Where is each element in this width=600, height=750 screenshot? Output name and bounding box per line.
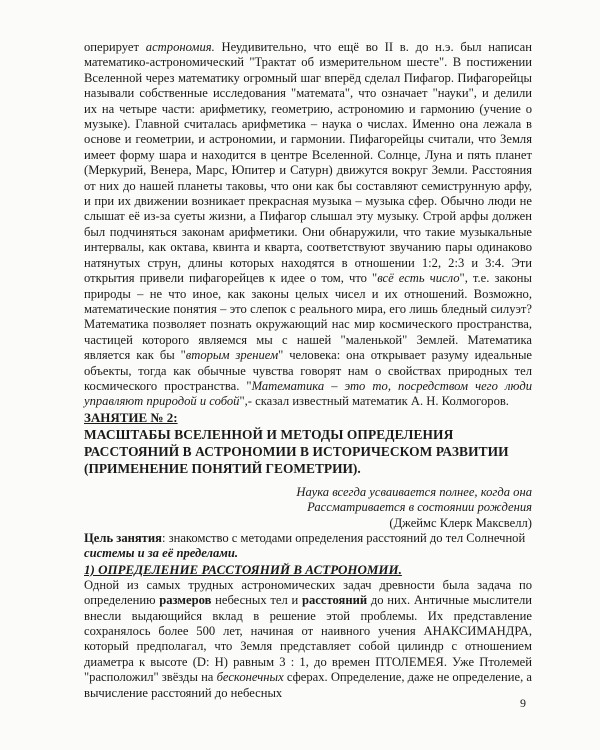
para2-italic-1: бесконечных <box>216 670 284 685</box>
intro-text-2: Неудивительно, что ещё во II в. до н.э. был написан математико-астрономический "Трактат об измерительном шесте". В постижении Вселенной через математику огромный шаг вперёд сделал Пифагор. Пифагорейцы называли собственные исследования "математа", что означает "науки", и делили их на четыре части: арифметику, геометрию, астрономию и гармонию (учение о музыке). Главной считалась арифметика – наука о числах. Именно она лежала в основе и геометрии, и астрономии, и гармонии. Пифагорейцы считали, что Земля имеет форму шара и находится в центре Вселенной. Солнце, Луна и пять планет (Меркурий, Венера, Марс, Юпитер и Сатурн) движутся вокруг Земли. Расстояния от них до нашей планеты таковы, что они как бы составляют семиструнную арфу, и при их движении возникает прекрасная музыка – музыка сфер. Обычно люди не слышат её из-за суеты жизни, а Пифагор слышал эту музыку. Строй арфы должен был подчиняться законам арифметики. Они обнаружили, что такие музыкальные интервалы, как октава, квинта и кварта, соответствуют звучанию пары одинаково натянутых струн, длины которых находятся в отношении 1:2, 2:3 и 3:4. Эти открытия привели пифагорейцев к идее о том, что " <box>84 40 533 286</box>
goal-paragraph <box>84 531 532 562</box>
epigraph-author: (Джеймс Клерк Максвелл) <box>389 515 532 530</box>
para2-text-1: Одной из самых трудных астрономических задач древности была задача по определению <box>84 577 532 608</box>
goal-text: : знакомство с методами определения расстояний до тел Солнечной <box>161 530 526 545</box>
para2-bold-1: размеров <box>159 593 212 608</box>
intro-italic-1: астрономия. <box>145 40 215 54</box>
section-1-paragraph <box>84 578 532 701</box>
lesson-subheading: (ПРИМЕНЕНИЕ ПОНЯТИЙ ГЕОМЕТРИИ). <box>84 460 361 476</box>
goal-label: Цель занятия <box>84 530 162 545</box>
intro-paragraph <box>84 40 532 410</box>
section-1-title: 1) ОПРЕДЕЛЕНИЕ РАССТОЯНИЙ В АСТРОНОМИИ. <box>84 561 402 577</box>
intro-italic-4: Математика – это то, посредством чего люди управляют природой и собой <box>84 378 532 409</box>
intro-text-4: " человека: она открывает разуму идеальные объекты, тогда как обычные чувства говорят нам о свойствах природных тел космического пространства. " <box>84 348 533 393</box>
intro-text-5: ",- сказал известный математик А. Н. Колмогоров. <box>239 394 509 409</box>
para2-text-3: до них. Античные мыслители внесли выдающийся вклад в решение этой проблемы. Их представление сохранялось более 500 лет, начиная от наивного учения АНАКСИМАНДРА, который предполагал, что Земля представляет собой цилиндр с отношением диаметра к высоте (D: H) равным 3 : 1, до времен ПТОЛЕМЕЯ. Уже Птолемей "расположил" звёзды на <box>84 593 532 685</box>
epigraph-line-2: Рассматривается в состоянии рождения <box>307 500 532 515</box>
epigraph-line-1: Наука всегда усваивается полнее, когда она <box>296 484 532 499</box>
document-page <box>84 40 532 701</box>
epigraph <box>84 485 532 531</box>
goal-emphasis: системы и за её пределами. <box>84 546 239 561</box>
para2-text-4: сферах. Определение, даже не определение, а вычисление расстояний до небесных <box>84 670 532 700</box>
intro-italic-3: вторым зрением <box>185 348 279 363</box>
intro-italic-2: всё есть число <box>377 271 460 286</box>
lesson-heading: МАСШТАБЫ ВСЕЛЕННОЙ И МЕТОДЫ ОПРЕДЕЛЕНИЯ РАССТОЯНИЙ В АСТРОНОМИИ В ИСТОРИЧЕСКОМ РАЗВИТИИ <box>84 426 509 459</box>
para2-text-2: небесных тел и <box>211 593 302 608</box>
page-number: 9 <box>520 696 526 710</box>
intro-text-1: оперирует <box>84 40 146 54</box>
para2-bold-2: расстояний <box>301 593 368 608</box>
intro-text-3: ", т.е. законы природы – не что иное, как законы целых чисел и их отношений. Возможно, математические понятия – это слепок с реального мира, его лишь бледный силуэт? Математика позволяет познать окружающий нас мир космического пространства, частицей которого являемся мы с нашей "маленькой" Землей. Математика является как бы " <box>84 271 533 363</box>
lesson-label: ЗАНЯТИЕ № 2: <box>84 409 178 425</box>
